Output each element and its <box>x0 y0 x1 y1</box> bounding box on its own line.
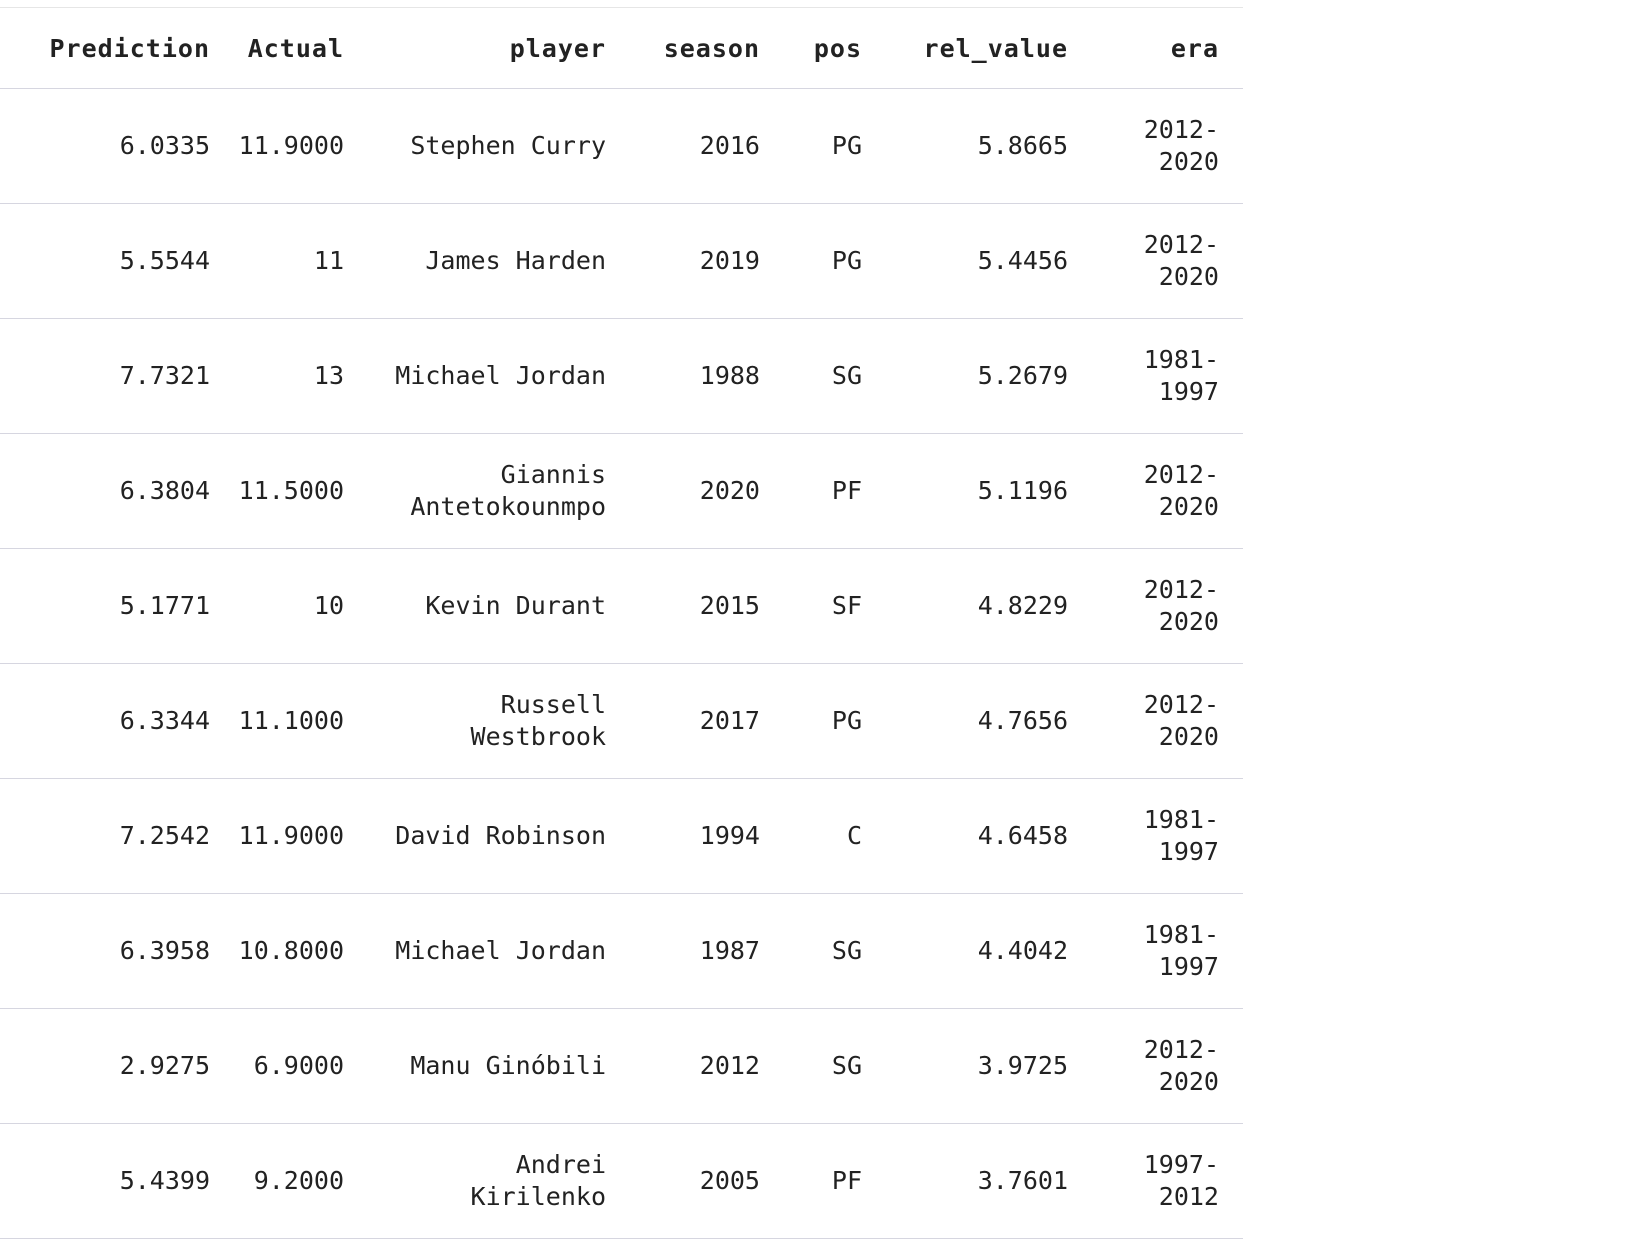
column-header-prediction[interactable]: Prediction <box>49 33 210 63</box>
cell-season: 2005 <box>699 1166 760 1195</box>
cell-player: Michael Jordan <box>395 936 606 965</box>
table-row <box>0 1009 1243 1124</box>
cell-pos: C <box>846 821 862 850</box>
cell-season: 1987 <box>699 936 760 965</box>
cell-season: 1988 <box>699 361 760 390</box>
cell-prediction: 6.3344 <box>119 706 210 735</box>
cell-actual: 11.9000 <box>238 131 344 160</box>
cell-pos: SG <box>831 1051 862 1080</box>
cell-actual: 11.1000 <box>238 706 344 735</box>
cell-player: Andrei Kirilenko <box>470 1150 606 1211</box>
cell-era: 1981-1997 <box>1143 920 1219 981</box>
table-row <box>0 779 1243 894</box>
table-row <box>0 434 1243 549</box>
cell-player: Kevin Durant <box>425 591 606 620</box>
table-row <box>0 319 1243 434</box>
cell-season: 2016 <box>699 131 760 160</box>
cell-player: Manu Ginóbili <box>410 1051 606 1080</box>
table-body <box>0 89 1243 1239</box>
cell-rel-value: 4.4042 <box>977 936 1068 965</box>
cell-season: 1994 <box>699 821 760 850</box>
cell-rel-value: 5.4456 <box>977 246 1068 275</box>
cell-player: Giannis Antetokounmpo <box>410 460 606 521</box>
cell-actual: 11.5000 <box>238 476 344 505</box>
cell-era: 1981-1997 <box>1143 805 1219 866</box>
cell-rel-value: 3.9725 <box>977 1051 1068 1080</box>
cell-actual: 13 <box>313 361 344 390</box>
table-row <box>0 204 1243 319</box>
column-header-player[interactable]: player <box>509 33 606 63</box>
column-header-era[interactable]: era <box>1170 33 1219 63</box>
table-row <box>0 89 1243 204</box>
cell-pos: SG <box>831 361 862 390</box>
column-header-actual[interactable]: Actual <box>247 33 344 63</box>
cell-prediction: 6.3804 <box>119 476 210 505</box>
table-row <box>0 1124 1243 1239</box>
cell-pos: SF <box>831 591 862 620</box>
cell-season: 2020 <box>699 476 760 505</box>
cell-era: 2012-2020 <box>1143 575 1219 636</box>
cell-pos: PF <box>831 476 862 505</box>
cell-pos: SG <box>831 936 862 965</box>
cell-pos: PG <box>831 246 862 275</box>
cell-rel-value: 5.2679 <box>977 361 1068 390</box>
cell-rel-value: 4.8229 <box>977 591 1068 620</box>
cell-prediction: 5.4399 <box>119 1166 210 1195</box>
cell-prediction: 7.2542 <box>119 821 210 850</box>
cell-prediction: 5.1771 <box>119 591 210 620</box>
column-header-season[interactable]: season <box>663 33 760 63</box>
cell-actual: 10.8000 <box>238 936 344 965</box>
column-header-rel-value[interactable]: rel_value <box>923 33 1068 63</box>
cell-actual: 11 <box>313 246 344 275</box>
cell-season: 2017 <box>699 706 760 735</box>
table-row <box>0 894 1243 1009</box>
cell-pos: PF <box>831 1166 862 1195</box>
cell-rel-value: 5.8665 <box>977 131 1068 160</box>
cell-season: 2015 <box>699 591 760 620</box>
cell-era: 2012-2020 <box>1143 1035 1219 1096</box>
cell-rel-value: 4.7656 <box>977 706 1068 735</box>
cell-season: 2012 <box>699 1051 760 1080</box>
cell-actual: 6.9000 <box>253 1051 344 1080</box>
cell-rel-value: 3.7601 <box>977 1166 1068 1195</box>
cell-prediction: 5.5544 <box>119 246 210 275</box>
cell-pos: PG <box>831 706 862 735</box>
table-row <box>0 549 1243 664</box>
cell-actual: 10 <box>313 591 344 620</box>
results-table <box>0 7 1243 1239</box>
cell-actual: 11.9000 <box>238 821 344 850</box>
cell-era: 1981-1997 <box>1143 345 1219 406</box>
cell-player: Russell Westbrook <box>470 690 606 751</box>
cell-era: 1997-2012 <box>1143 1150 1219 1211</box>
cell-prediction: 6.3958 <box>119 936 210 965</box>
cell-season: 2019 <box>699 246 760 275</box>
cell-pos: PG <box>831 131 862 160</box>
cell-player: James Harden <box>425 246 606 275</box>
cell-player: Stephen Curry <box>410 131 606 160</box>
table-row <box>0 664 1243 779</box>
cell-actual: 9.2000 <box>253 1166 344 1195</box>
table-header <box>0 8 1243 89</box>
cell-era: 2012-2020 <box>1143 460 1219 521</box>
header-row <box>0 8 1243 89</box>
cell-prediction: 2.9275 <box>119 1051 210 1080</box>
results-table-container <box>0 7 1243 1239</box>
column-header-pos[interactable]: pos <box>813 33 862 63</box>
cell-prediction: 6.0335 <box>119 131 210 160</box>
cell-era: 2012-2020 <box>1143 230 1219 291</box>
cell-era: 2012-2020 <box>1143 690 1219 751</box>
cell-player: David Robinson <box>395 821 606 850</box>
cell-rel-value: 5.1196 <box>977 476 1068 505</box>
cell-player: Michael Jordan <box>395 361 606 390</box>
cell-prediction: 7.7321 <box>119 361 210 390</box>
cell-rel-value: 4.6458 <box>977 821 1068 850</box>
cell-era: 2012-2020 <box>1143 115 1219 176</box>
